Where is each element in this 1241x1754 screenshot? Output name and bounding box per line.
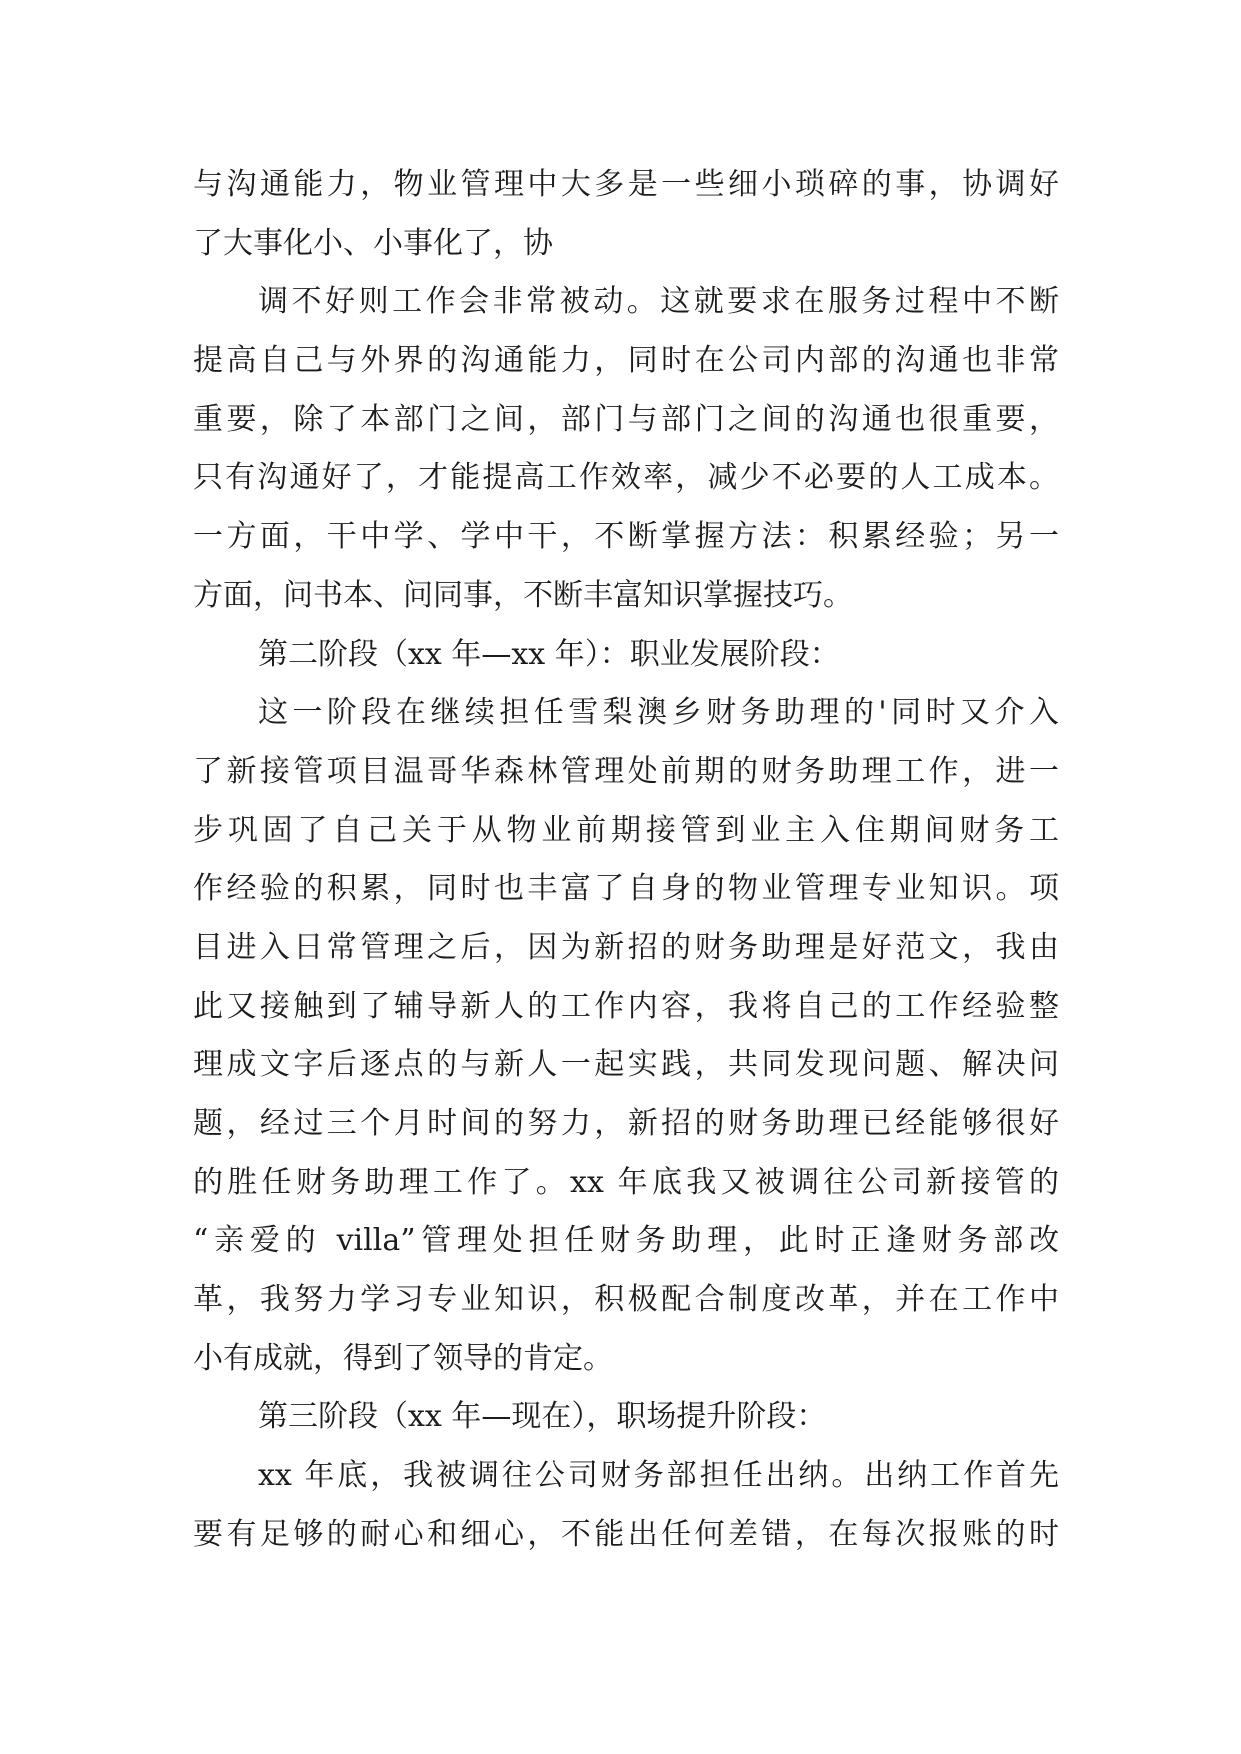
text-line: 提高自己与外界的沟通能力，同时在公司内部的沟通也非常 <box>193 343 1059 379</box>
text-line: 只有沟通好了，才能提高工作效率，减少不必要的人工成本。 <box>193 460 1059 496</box>
text-line: 与沟通能力，物业管理中大多是一些细小琐碎的事，协调好 <box>193 167 1059 202</box>
text-line: xx 年底，我被调往公司财务部担任出纳。出纳工作首先 <box>258 1458 1059 1494</box>
text-line: 一方面，干中学、学中干，不断掌握方法：积累经验；另一 <box>193 519 1059 555</box>
text-line: 了大事化小、小事化了，协 <box>193 225 553 261</box>
text-line: 步巩固了自己关于从物业前期接管到业主入住期间财务工 <box>193 812 1059 848</box>
text-line: 的胜任财务助理工作了。xx 年底我又被调往公司新接管的 <box>193 1164 1059 1200</box>
text-line: 调不好则工作会非常被动。这就要求在服务过程中不断 <box>258 284 1059 320</box>
text-line: 了新接管项目温哥华森林管理处前期的财务助理工作，进一 <box>193 753 1059 789</box>
section-heading: 第二阶段（xx 年—xx 年）：职业发展阶段： <box>258 636 840 672</box>
text-line: 此又接触到了辅导新人的工作内容，我将自己的工作经验整 <box>193 988 1059 1024</box>
text-line: 作经验的积累，同时也丰富了自身的物业管理专业知识。项 <box>193 871 1059 907</box>
text-line: “亲爱的 villa”管理处担任财务助理，此时正逢财务部改 <box>193 1223 1059 1259</box>
text-line: 目进入日常管理之后，因为新招的财务助理是好范文，我由 <box>193 929 1059 965</box>
text-line: 方面，问书本、问同事，不断丰富知识掌握技巧。 <box>193 577 853 613</box>
text-line: 小有成就，得到了领导的肯定。 <box>193 1340 613 1376</box>
body-text <box>193 156 1059 1565</box>
text-line: 革，我努力学习专业知识，积极配合制度改革，并在工作中 <box>193 1282 1059 1318</box>
text-line: 这一阶段在继续担任雪梨澳乡财务助理的'同时又介入 <box>258 695 1059 731</box>
text-line: 重要，除了本部门之间，部门与部门之间的沟通也很重要， <box>193 401 1059 437</box>
text-line: 题，经过三个月时间的努力，新招的财务助理已经能够很好 <box>193 1106 1059 1141</box>
text-line: 理成文字后逐点的与新人一起实践，共同发现问题、解决问 <box>193 1047 1059 1083</box>
text-line: 要有足够的耐心和细心，不能出任何差错，在每次报账的时 <box>193 1516 1059 1552</box>
section-heading: 第三阶段（xx 年—现在），职场提升阶段： <box>258 1399 827 1435</box>
